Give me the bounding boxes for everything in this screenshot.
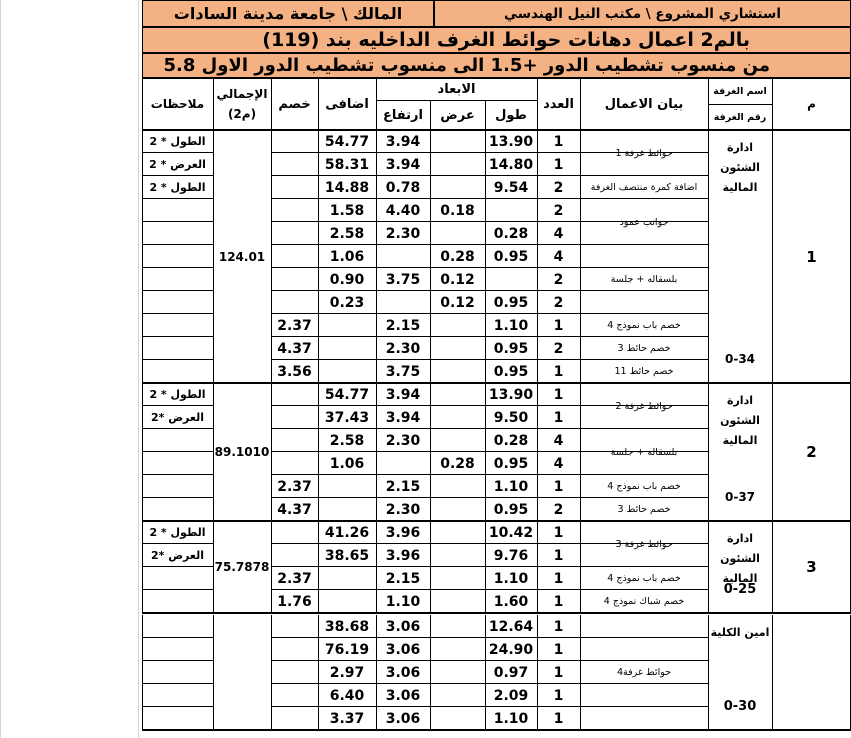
cell-border <box>537 130 538 383</box>
note-cell <box>142 452 213 475</box>
length-cell: 14.80 <box>488 156 534 173</box>
statement-cell: خصم حائط 3 <box>617 343 671 354</box>
note-cell <box>142 661 213 684</box>
add-cell: 14.88 <box>324 179 370 196</box>
length-cell: 10.42 <box>488 524 534 541</box>
cell-border <box>271 383 272 521</box>
add-cell: 58.31 <box>324 156 370 173</box>
width-cell <box>430 615 485 638</box>
statement-cell: خصم باب نموذج 4 <box>607 320 681 331</box>
deduct-cell: 4.37 <box>277 340 312 357</box>
room-name-cell: ادارة الشئون المالية <box>720 141 760 194</box>
note-cell <box>142 337 213 360</box>
cell-border <box>537 615 538 730</box>
deduct-cell <box>271 684 318 707</box>
height-cell: 3.06 <box>385 664 421 681</box>
deduct-cell <box>271 406 318 429</box>
height-cell: 3.75 <box>385 363 421 380</box>
col-header-count: العدد <box>543 96 574 112</box>
cell-border <box>142 78 143 130</box>
group-border <box>142 612 851 614</box>
length-cell: 1.10 <box>493 478 529 495</box>
note-cell: الطول * 2 <box>149 526 206 539</box>
count-cell: 1 <box>553 570 564 587</box>
length-cell: 0.97 <box>493 664 529 681</box>
deduct-cell <box>271 661 318 684</box>
note-cell <box>142 707 213 730</box>
cell-border <box>772 615 773 730</box>
deduct-cell <box>271 153 318 176</box>
height-cell: 3.96 <box>385 547 421 564</box>
cell-border <box>537 78 538 130</box>
count-cell: 2 <box>553 340 564 357</box>
room-number-cell: 0-30 <box>723 698 757 714</box>
height-cell: 3.96 <box>385 524 421 541</box>
length-cell: 9.54 <box>493 179 529 196</box>
length-cell: 12.64 <box>488 618 534 635</box>
deduct-cell <box>271 638 318 661</box>
width-cell: 0.28 <box>440 248 475 265</box>
room-number-cell: 0-37 <box>724 490 756 504</box>
count-cell: 2 <box>553 501 564 518</box>
width-cell: 0.18 <box>440 202 475 219</box>
note-cell <box>142 314 213 337</box>
height-cell: 0.78 <box>385 179 421 196</box>
note-cell <box>142 245 213 268</box>
count-cell: 4 <box>553 248 564 265</box>
length-cell: 13.90 <box>488 133 534 150</box>
count-cell: 1 <box>553 409 564 426</box>
cell-border <box>580 383 581 521</box>
height-cell: 3.06 <box>385 710 421 727</box>
height-cell: 3.06 <box>385 641 421 658</box>
cell-border <box>376 130 377 383</box>
add-cell: 38.65 <box>324 547 370 564</box>
width-cell <box>430 130 485 153</box>
note-cell <box>142 199 213 222</box>
cell-border <box>430 615 431 730</box>
count-cell: 1 <box>553 363 564 380</box>
width-cell <box>430 590 485 613</box>
count-cell: 1 <box>553 133 564 150</box>
deduct-cell <box>271 383 318 406</box>
add-cell: 2.58 <box>329 432 365 449</box>
cell-border <box>271 78 272 130</box>
add-cell <box>318 360 376 383</box>
col-header-notes: ملاحظات <box>150 97 205 111</box>
col-header-total: الإجمالي <box>216 87 268 101</box>
title-1-text: بالم2 اعمال دهانات حوائط الغرف الداخليه بند (119) <box>262 29 750 51</box>
cell-border <box>142 78 851 79</box>
cell-border <box>772 130 773 383</box>
width-cell: 0.28 <box>440 455 475 472</box>
group-total-cell: 89.1010 <box>214 445 270 459</box>
cell-border <box>271 615 272 730</box>
count-cell: 1 <box>553 524 564 541</box>
width-cell <box>430 314 485 337</box>
width-cell <box>430 498 485 521</box>
cell-border <box>537 383 538 521</box>
length-cell <box>485 268 537 291</box>
deduct-cell: 2.37 <box>277 478 312 495</box>
cell-border <box>708 383 709 521</box>
add-cell <box>318 498 376 521</box>
cell-border <box>142 383 143 521</box>
width-cell <box>430 153 485 176</box>
width-cell: 0.12 <box>440 271 475 288</box>
cell-border <box>271 130 272 383</box>
statement-cell: خصم شباك نموذج 4 <box>603 596 685 607</box>
group-border <box>142 729 851 731</box>
room-name-cell: ادارة الشئون المالية <box>720 394 760 447</box>
deduct-cell <box>271 199 318 222</box>
add-cell <box>318 590 376 613</box>
group-index-cell: 3 <box>806 558 817 576</box>
height-cell: 3.06 <box>385 687 421 704</box>
length-cell: 0.28 <box>493 225 529 242</box>
height-cell: 3.94 <box>385 133 421 150</box>
cell-border <box>708 130 709 383</box>
col-header-add: اضافى <box>325 96 369 112</box>
width-cell <box>430 429 485 452</box>
cell-border <box>142 615 143 730</box>
height-cell: 3.94 <box>385 386 421 403</box>
col-header-deduct: خصم <box>278 96 311 112</box>
note-cell <box>142 638 213 661</box>
count-cell: 1 <box>553 710 564 727</box>
room-name-cell: امين الكلية <box>710 626 770 639</box>
cell-border <box>485 521 486 613</box>
count-cell: 1 <box>553 687 564 704</box>
cell-border <box>537 521 538 613</box>
note-cell <box>142 360 213 383</box>
note-cell: العرض *2 <box>151 411 204 424</box>
group-index-cell: 1 <box>806 247 817 266</box>
cell-border <box>318 521 319 613</box>
note-cell <box>142 291 213 314</box>
add-cell: 2.97 <box>329 664 365 681</box>
height-cell: 3.06 <box>385 618 421 635</box>
count-cell: 4 <box>553 455 564 472</box>
deduct-cell <box>271 268 318 291</box>
height-cell <box>376 245 430 268</box>
cell-border <box>376 615 377 730</box>
add-cell: 2.58 <box>329 225 365 242</box>
add-cell: 54.77 <box>324 133 370 150</box>
add-cell <box>318 314 376 337</box>
length-cell <box>485 199 537 222</box>
col-header-statement: بيان الاعمال <box>604 96 684 112</box>
col-header-length: طول <box>495 107 527 123</box>
deduct-cell: 2.37 <box>277 570 312 587</box>
note-cell: العرض *2 <box>151 549 204 562</box>
note-cell <box>142 268 213 291</box>
count-cell: 1 <box>553 156 564 173</box>
cell-border <box>708 104 772 105</box>
height-cell: 2.15 <box>385 317 421 334</box>
add-cell: 37.43 <box>324 409 370 426</box>
length-cell: 0.95 <box>493 363 529 380</box>
cell-border <box>430 383 431 521</box>
width-cell <box>430 222 485 245</box>
cell-border <box>318 130 319 383</box>
cell-border <box>485 100 486 130</box>
width-cell <box>430 661 485 684</box>
col-header-total-unit: (م2) <box>227 107 257 121</box>
cell-border <box>485 383 486 521</box>
group-index-cell <box>772 615 851 730</box>
cell-border <box>485 130 486 383</box>
width-cell <box>430 360 485 383</box>
note-cell <box>142 567 213 590</box>
length-cell: 0.95 <box>493 248 529 265</box>
count-cell: 4 <box>553 225 564 242</box>
width-cell <box>430 176 485 199</box>
cell-border <box>580 130 581 383</box>
note-cell: الطول * 2 <box>149 388 206 401</box>
group-index-cell: 2 <box>806 443 817 461</box>
deduct-cell <box>271 222 318 245</box>
add-cell: 41.26 <box>324 524 370 541</box>
add-cell: 0.23 <box>329 294 365 311</box>
deduct-cell <box>271 130 318 153</box>
deduct-cell <box>271 176 318 199</box>
count-cell: 4 <box>553 432 564 449</box>
length-cell: 13.90 <box>488 386 534 403</box>
cell-border <box>485 615 486 730</box>
cell-border <box>213 383 214 521</box>
note-cell: الطول * 2 <box>149 181 206 194</box>
cell-border <box>580 521 581 613</box>
deduct-cell <box>271 429 318 452</box>
add-cell: 76.19 <box>324 641 370 658</box>
statement-cell: خصم حائط 11 <box>614 366 674 377</box>
note-cell: العرض * 2 <box>149 158 206 171</box>
cell-border <box>213 130 214 383</box>
statement-cell: خصم حائط 3 <box>617 504 671 515</box>
width-cell: 0.12 <box>440 294 475 311</box>
height-cell: 4.40 <box>385 202 421 219</box>
deduct-cell: 3.56 <box>277 363 312 380</box>
room-number-cell: 0-34 <box>724 352 756 366</box>
statement-cell: خصم باب نموذج 4 <box>607 573 681 584</box>
col-header-height: ارتفاع <box>383 107 423 123</box>
cell-border <box>376 521 377 613</box>
col-header-room-name: اسم الغرفة <box>713 85 767 97</box>
cell-border <box>708 615 709 730</box>
width-cell <box>430 406 485 429</box>
statement-cell: اضافة كمرة منتصف الغرفة <box>590 182 698 193</box>
width-cell <box>430 383 485 406</box>
cell-border <box>213 615 214 730</box>
group-total-cell <box>213 615 271 730</box>
note-cell <box>142 615 213 638</box>
col-header-room-no: رقم الغرفة <box>713 111 767 123</box>
height-cell: 2.15 <box>385 478 421 495</box>
count-cell: 1 <box>553 317 564 334</box>
deduct-cell: 2.37 <box>277 317 312 334</box>
cell-border <box>772 383 773 521</box>
count-cell: 1 <box>553 386 564 403</box>
cell-border <box>772 78 773 130</box>
length-cell: 2.09 <box>493 687 529 704</box>
note-cell <box>142 475 213 498</box>
cell-border <box>580 615 581 730</box>
group-total-cell: 75.7878 <box>214 560 270 574</box>
add-cell: 0.90 <box>329 271 365 288</box>
add-cell: 38.68 <box>324 618 370 635</box>
cell-border <box>580 78 581 130</box>
deduct-cell <box>271 544 318 567</box>
add-cell: 6.40 <box>329 687 365 704</box>
add-cell: 1.06 <box>329 248 365 265</box>
group-total-cell: 124.01 <box>218 249 266 264</box>
note-cell <box>142 429 213 452</box>
add-cell: 3.37 <box>329 710 365 727</box>
width-cell <box>430 521 485 544</box>
length-cell: 1.10 <box>493 570 529 587</box>
note-cell <box>142 222 213 245</box>
room-number-cell: 0-25 <box>723 581 757 597</box>
deduct-cell <box>271 291 318 314</box>
deduct-cell: 1.76 <box>277 593 312 610</box>
cell-border <box>376 78 377 130</box>
count-cell: 2 <box>553 179 564 196</box>
count-cell: 1 <box>553 664 564 681</box>
cell-border <box>430 100 431 130</box>
cell-border <box>318 383 319 521</box>
height-cell: 3.75 <box>385 271 421 288</box>
note-cell <box>142 498 213 521</box>
height-cell: 2.30 <box>385 432 421 449</box>
statement-cell: حوائط غرفة4 <box>617 667 671 678</box>
consultant-text: استشاري المشروع \ مكتب النيل الهندسي <box>504 5 781 22</box>
owner-text: المالك \ جامعة مدينة السادات <box>173 4 403 23</box>
height-cell: 2.15 <box>385 570 421 587</box>
statement-cell: جوانب عمود <box>619 216 669 228</box>
count-cell: 2 <box>553 294 564 311</box>
length-cell: 0.95 <box>493 501 529 518</box>
cell-border <box>708 521 709 613</box>
cell-border <box>318 78 319 130</box>
col-header-index: م <box>807 97 816 111</box>
height-cell: 2.30 <box>385 501 421 518</box>
length-cell: 1.10 <box>493 317 529 334</box>
cell-border <box>708 78 709 130</box>
statement-cell: بلسقاله + جلسة <box>610 274 678 285</box>
height-cell <box>376 291 430 314</box>
cell-border <box>142 521 143 613</box>
cell-border <box>376 383 377 521</box>
add-cell: 1.06 <box>329 455 365 472</box>
length-cell: 1.10 <box>493 710 529 727</box>
height-cell: 2.30 <box>385 225 421 242</box>
deduct-cell <box>271 245 318 268</box>
note-cell <box>142 590 213 613</box>
col-header-width: عرض <box>440 107 475 123</box>
length-cell: 9.50 <box>493 409 529 426</box>
deduct-cell <box>271 707 318 730</box>
deduct-cell <box>271 615 318 638</box>
cell-border <box>376 100 537 101</box>
cell-border <box>271 521 272 613</box>
statement-cell: حوائط غرفة 1 <box>615 147 673 159</box>
add-cell <box>318 567 376 590</box>
length-cell: 0.95 <box>493 340 529 357</box>
count-cell: 1 <box>553 593 564 610</box>
width-cell <box>430 638 485 661</box>
count-cell: 1 <box>553 547 564 564</box>
cell-border <box>213 78 214 130</box>
length-cell: 0.95 <box>493 294 529 311</box>
height-cell: 2.30 <box>385 340 421 357</box>
length-cell: 9.76 <box>493 547 529 564</box>
add-cell <box>318 337 376 360</box>
height-cell: 3.94 <box>385 409 421 426</box>
statement-cell: حوائط غرفة 2 <box>615 400 673 412</box>
deduct-cell <box>271 521 318 544</box>
deduct-cell <box>271 452 318 475</box>
width-cell <box>430 707 485 730</box>
add-cell <box>318 475 376 498</box>
cell-border <box>772 521 773 613</box>
count-cell: 1 <box>553 478 564 495</box>
cell-border <box>430 521 431 613</box>
width-cell <box>430 684 485 707</box>
length-cell: 24.90 <box>488 641 534 658</box>
count-cell: 2 <box>553 271 564 288</box>
count-cell: 1 <box>553 618 564 635</box>
width-cell <box>430 544 485 567</box>
deduct-cell: 4.37 <box>277 501 312 518</box>
width-cell <box>430 337 485 360</box>
cell-border <box>213 521 214 613</box>
col-header-dims: الابعاد <box>437 81 476 97</box>
statement-cell: خصم باب نموذج 4 <box>607 481 681 492</box>
width-cell <box>430 475 485 498</box>
length-cell: 1.60 <box>493 593 529 610</box>
count-cell: 2 <box>553 202 564 219</box>
title-2-text: من منسوب تشطيب الدور +1.5 الى منسوب تشطيب الدور الاول 5.8 <box>163 55 770 76</box>
count-cell: 1 <box>553 641 564 658</box>
width-cell <box>430 567 485 590</box>
cell-border <box>318 615 319 730</box>
cell-border <box>430 130 431 383</box>
cell-border <box>142 130 143 383</box>
note-cell <box>142 684 213 707</box>
length-cell: 0.28 <box>493 432 529 449</box>
height-cell <box>376 452 430 475</box>
length-cell: 0.95 <box>493 455 529 472</box>
height-cell: 3.94 <box>385 156 421 173</box>
note-cell: الطول * 2 <box>149 135 206 148</box>
statement-cell: حوائط غرفة 3 <box>615 538 673 550</box>
height-cell: 1.10 <box>385 593 421 610</box>
add-cell: 54.77 <box>324 386 370 403</box>
add-cell: 1.58 <box>329 202 365 219</box>
room-name-cell: ادارة الشئون المالية <box>720 532 760 585</box>
statement-cell: بلسقاله + جلسة <box>610 446 678 458</box>
